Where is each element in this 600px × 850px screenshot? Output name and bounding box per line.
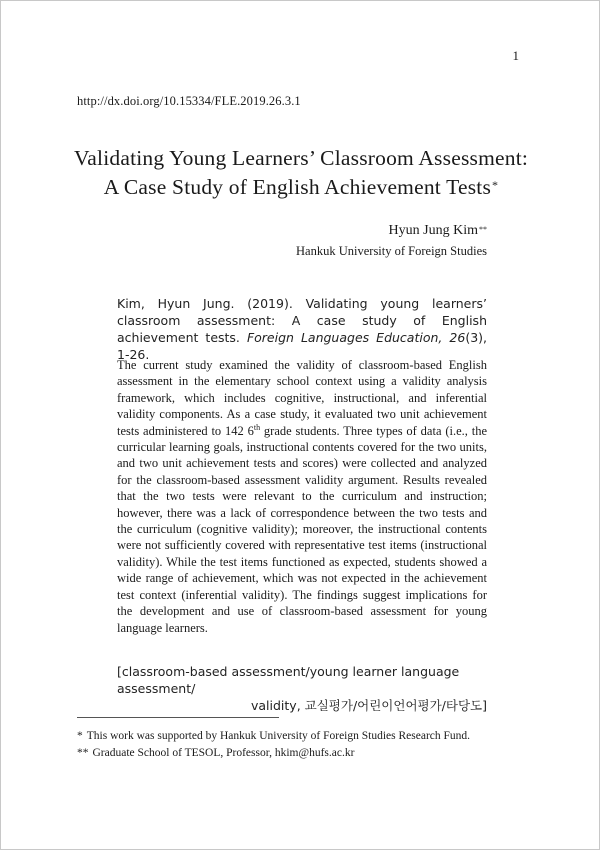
citation-issue-pages: (3), 1-26. — [117, 330, 487, 362]
citation — [117, 295, 487, 363]
doi-link[interactable]: http://dx.doi.org/10.15334/FLE.2019.26.3.1 — [77, 94, 301, 108]
citation-text: Kim, Hyun Jung. (2019). Validating young learners’ classroom assessment: A case study of English achievement tests. — [117, 296, 487, 345]
abstract-ordinal-suffix: th — [253, 422, 261, 432]
footnote-1 — [77, 728, 527, 745]
footnote-divider — [77, 717, 279, 718]
keywords-line-2: validity, 교실평가/어린이언어평가/타당도] — [250, 698, 487, 713]
keywords-line-1: [classroom-based assessment/young learner language assessment/ — [117, 664, 460, 696]
page-number: 1 — [512, 48, 519, 63]
author-block — [296, 221, 487, 260]
title-footnote-mark: * — [492, 178, 499, 192]
footnote-1-mark: * — [77, 730, 83, 742]
footnote-2-text: Graduate School of TESOL, Professor, hkim@hufs.ac.kr — [92, 747, 355, 759]
article-title — [41, 144, 561, 202]
footnotes — [77, 728, 527, 762]
author-name: Hyun Jung Kim — [388, 223, 478, 238]
author-affiliation: Hankuk University of Foreign Studies — [296, 244, 487, 258]
abstract — [117, 357, 487, 636]
footnote-1-text: This work was supported by Hankuk University of Foreign Studies Research Fund. — [86, 730, 471, 742]
footnote-2 — [77, 745, 527, 762]
author-footnote-mark: ** — [479, 225, 487, 234]
keywords — [117, 663, 487, 714]
abstract-text-start: The current study examined the validity of classroom-based English assessment in the elementary school context using a validity analysis framework, which includes cognitive, instructional, and inferential validity components. As a case study, it evaluated two unit achievement tests administered to 142 6 — [117, 358, 487, 438]
title-line-2 — [41, 173, 561, 202]
title-line-2-text: A Case Study of English Achievement Tests — [103, 175, 492, 199]
citation-journal: Foreign Languages Education, 26 — [246, 330, 466, 345]
footnote-2-mark: ** — [77, 747, 89, 759]
abstract-text-rest: grade students. Three types of data (i.e., the curricular learning goals, instructional contents covered for the two units, and two unit achievement tests and scores) were collected and analyzed for the classroom-based assessment validity argument. Results revealed that the two tests were relevant to the curriculum and instruction; however, there was a lack of correspondence between the two tests and the curriculum (cognitive validity); moreover, the instructional contents were not sufficiently covered with representative test items (instructional validity). While the test items functioned as expected, students showed a wide range of achievement, which was not expected in the achievement test context (inferential validity). The findings suggest implications for the development and use of classroom-based assessment for young language learners. — [117, 423, 487, 635]
title-line-1: Validating Young Learners’ Classroom Assessment: — [73, 146, 529, 170]
author-name-line — [296, 221, 487, 240]
